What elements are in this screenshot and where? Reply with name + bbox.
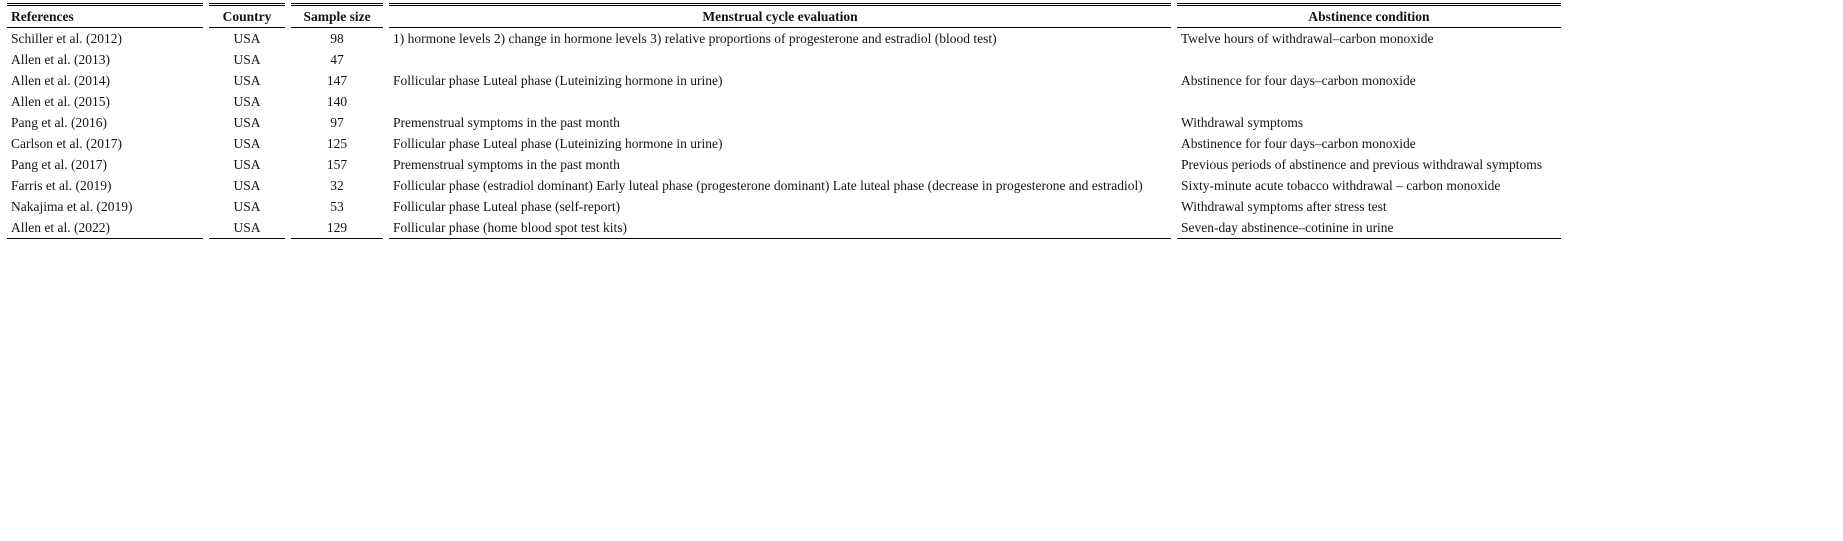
country-cell: USA [233,73,261,88]
abstinence-cell: Previous periods of abstinence and previous withdrawal symptoms [1181,157,1543,172]
country-cell: USA [233,178,261,193]
country-cell: USA [233,115,261,130]
reference-cell: Pang et al. (2016) [11,115,107,130]
sample_size-cell: 53 [330,199,344,214]
column-header-reference: References [7,3,203,28]
sample_size-cell: 125 [326,136,348,151]
sample_size-cell: 129 [291,217,383,239]
sample_size-cell: 98 [330,31,344,46]
country-cell: USA [209,217,285,239]
table-row [7,175,1561,196]
reference-cell: Allen et al. (2015) [11,94,110,109]
column-header-sample_size: Sample size [291,3,383,28]
abstinence-cell: Seven-day abstinence–cotinine in urine [1177,217,1561,239]
table-row [7,154,1561,175]
abstinence-cell [1177,91,1561,112]
sample_size-cell: 97 [330,115,344,130]
table-row [7,28,1561,49]
column-header-country: Country [209,3,285,28]
country-cell: USA [233,157,261,172]
sample_size-cell: 32 [330,178,344,193]
table-row [7,196,1561,217]
evaluation-cell: Follicular phase (estradiol dominant) Early luteal phase (progesterone dominant) Late luteal phase (decrease in progesterone and estradiol) [393,178,1143,193]
reference-cell: Carlson et al. (2017) [11,136,122,151]
reference-cell: Allen et al. (2013) [11,52,110,67]
abstinence-cell: Twelve hours of withdrawal–carbon monoxide [1181,31,1434,46]
table-header [7,3,1561,28]
table-row [7,133,1561,154]
country-cell: USA [233,52,261,67]
abstinence-cell [1177,49,1561,70]
column-header-abstinence: Abstinence condition [1177,3,1561,28]
column-header-evaluation: Menstrual cycle evaluation [389,3,1171,28]
table-row [7,70,1561,91]
table-row [7,217,1561,239]
reference-cell: Nakajima et al. (2019) [11,199,133,214]
table-row [7,112,1561,133]
evaluation-cell [389,49,1171,70]
abstinence-cell: Sixty-minute acute tobacco withdrawal – carbon monoxide [1181,178,1501,193]
country-cell: USA [233,136,261,151]
country-cell: USA [233,199,261,214]
abstinence-cell: Withdrawal symptoms after stress test [1181,199,1387,214]
table-body [7,28,1561,239]
evaluation-cell: Premenstrual symptoms in the past month [393,115,620,130]
evaluation-cell: Follicular phase Luteal phase (Luteinizing hormone in urine) [393,136,723,151]
sample_size-cell: 47 [330,52,344,67]
country-cell: USA [233,31,261,46]
reference-cell: Pang et al. (2017) [11,157,107,172]
abstinence-cell: Withdrawal symptoms [1181,115,1304,130]
sample_size-cell: 147 [326,73,348,88]
evaluation-cell [389,91,1171,112]
table-row [7,91,1561,112]
country-cell: USA [233,94,261,109]
reference-cell: Schiller et al. (2012) [11,31,122,46]
reference-cell: Farris et al. (2019) [11,178,112,193]
header-row [7,3,1561,28]
abstinence-cell: Abstinence for four days–carbon monoxide [1181,73,1416,88]
sample_size-cell: 157 [326,157,348,172]
study-table [1,3,1567,239]
table-row [7,49,1561,70]
evaluation-cell: Premenstrual symptoms in the past month [393,157,620,172]
evaluation-cell: Follicular phase (home blood spot test kits) [389,217,1171,239]
evaluation-cell: 1) hormone levels 2) change in hormone levels 3) relative proportions of progesterone and estradiol (blood test) [393,31,997,46]
evaluation-cell: Follicular phase Luteal phase (Luteinizing hormone in urine) [393,73,723,88]
reference-cell: Allen et al. (2022) [7,217,203,239]
sample_size-cell: 140 [326,94,348,109]
abstinence-cell: Abstinence for four days–carbon monoxide [1181,136,1416,151]
evaluation-cell: Follicular phase Luteal phase (self-report) [393,199,621,214]
reference-cell: Allen et al. (2014) [11,73,110,88]
